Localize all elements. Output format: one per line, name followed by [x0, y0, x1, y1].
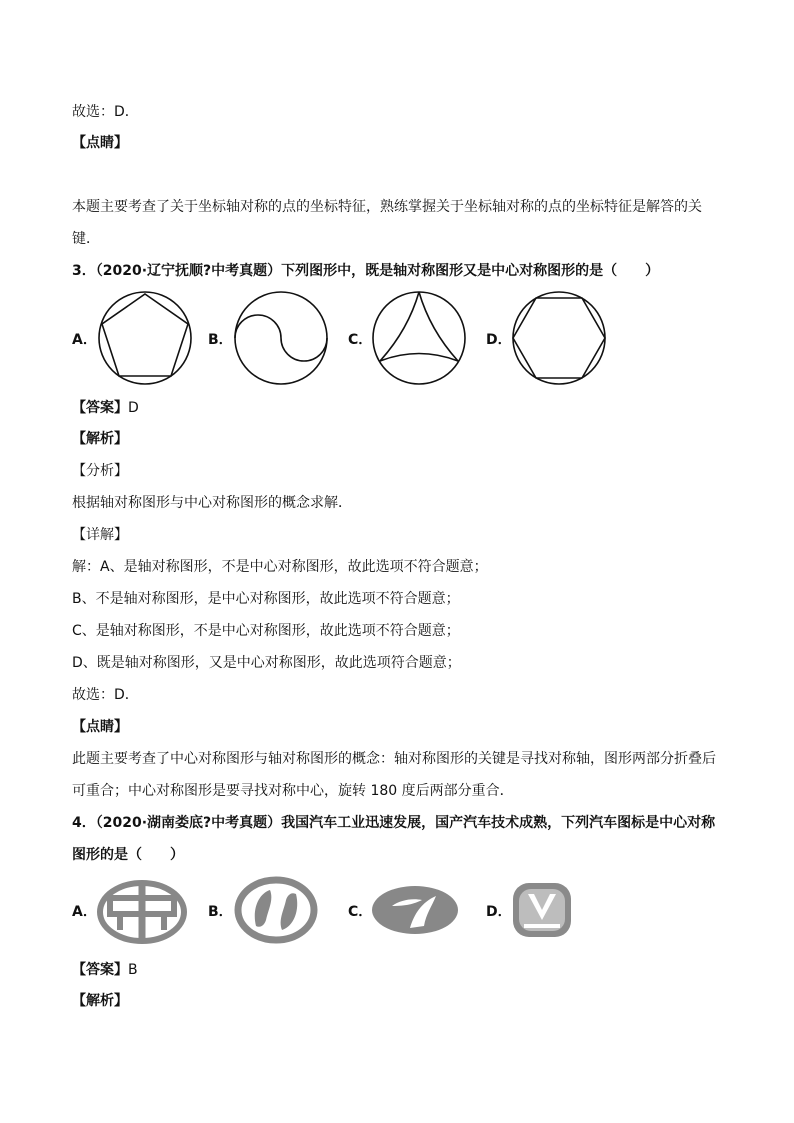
- answer-value: D: [128, 400, 139, 416]
- comment-text-line: 本题主要考查了关于坐标轴对称的点的坐标特征，熟练掌握关于坐标轴对称的点的坐标特征是解答的关: [72, 199, 702, 215]
- comment-label: 【点睛】: [72, 135, 128, 151]
- fenxi-text: 根据轴对称图形与中心对称图形的概念求解．: [72, 495, 352, 511]
- option-label: C．: [348, 904, 373, 920]
- comment-text-line: 可重合；中心对称图形是要寻找对称中心，旋转 180 度后两部分重合．: [72, 783, 514, 799]
- answer-label: 【答案】: [72, 400, 128, 416]
- option-label: B．: [208, 332, 233, 348]
- analysis-label: 【解析】: [72, 993, 128, 1009]
- detail-line: C、是轴对称图形，不是中心对称图形，故此选项不符合题意；: [72, 623, 460, 639]
- option-label: A．: [72, 904, 97, 920]
- option-label: A．: [72, 332, 97, 348]
- answer-label: 【答案】: [72, 962, 128, 978]
- answer-value: B: [128, 962, 138, 978]
- select-line: 故选：D．: [72, 687, 139, 703]
- curved-triangle-in-circle-icon: [370, 290, 468, 386]
- detail-line: B、不是轴对称图形，是中心对称图形，故此选项不符合题意；: [72, 591, 460, 607]
- car-logo-a-icon: [96, 878, 188, 946]
- fenxi-label: 【分析】: [72, 463, 128, 479]
- car-logo-b-icon: [234, 876, 318, 944]
- option-label: D．: [486, 904, 512, 920]
- comment-label: 【点睛】: [72, 719, 128, 735]
- pentagon-in-circle-icon: [96, 290, 194, 386]
- question-3-stem: 3．（2020·辽宁抚顺?中考真题）下列图形中，既是轴对称图形又是中心对称图形的是（ ）: [72, 263, 660, 279]
- option-label: B．: [208, 904, 233, 920]
- question-4-stem: 4．（2020·湖南娄底?中考真题）我国汽车工业迅速发展，国产汽车技术成熟，下列汽车图标是中心对称图形的是（ ）: [72, 815, 716, 863]
- comment-text-line: 键．: [72, 231, 100, 247]
- comment-text-line: 此题主要考查了中心对称图形与轴对称图形的概念：轴对称图形的关键是寻找对称轴，图形两部分折叠后: [72, 751, 716, 767]
- answer-line: [72, 960, 138, 980]
- hexagon-in-circle-icon: [510, 290, 608, 386]
- select-line: 故选：D．: [72, 104, 139, 120]
- option-label: C．: [348, 332, 373, 348]
- answer-line: [72, 398, 139, 418]
- analysis-label: 【解析】: [72, 431, 128, 447]
- detail-label: 【详解】: [72, 527, 128, 543]
- option-label: D．: [486, 332, 512, 348]
- yin-yang-circle-icon: [232, 290, 330, 386]
- detail-line: D、既是轴对称图形，又是中心对称图形，故此选项符合题意；: [72, 655, 461, 671]
- car-logo-d-icon: [510, 880, 574, 940]
- detail-line: 解：A、是轴对称图形，不是中心对称图形，故此选项不符合题意；: [72, 559, 488, 575]
- car-logo-c-icon: [370, 884, 460, 936]
